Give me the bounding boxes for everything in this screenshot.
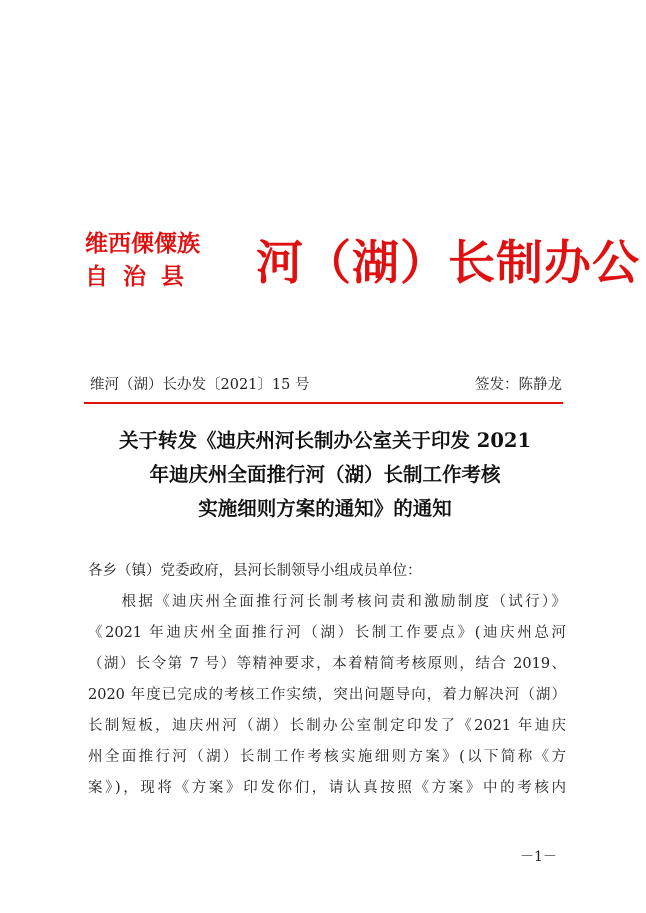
issuer-line-1: 维西傈僳族 — [85, 231, 200, 257]
body-line: 长制短板，迪庆州河（湖）长制办公室制定印发了《2021 年迪庆 — [88, 718, 566, 734]
page-number: －1－ — [520, 849, 557, 865]
issuer-county-name — [85, 228, 200, 294]
body-line: 《2021 年迪庆州全面推行河（湖）长制工作要点》(迪庆州总河 — [88, 625, 566, 641]
body-line: 案》)，现将《方案》印发你们，请认真按照《方案》中的考核内 — [88, 780, 566, 796]
title-line: 关于转发《迪庆州河长制办公室关于印发 2021 — [118, 429, 532, 452]
title-line: 实施细则方案的通知》的通知 — [198, 497, 452, 520]
document-title — [80, 424, 570, 526]
issuer-office-name: 河（湖）长制办公 — [256, 236, 640, 291]
document-body — [88, 556, 566, 804]
body-line: （湖）长令第 7 号）等精神要求，本着精简考核原则，结合 2019、 — [88, 656, 566, 672]
title-line: 年迪庆州全面推行河（湖）长制工作考核 — [149, 463, 501, 486]
salutation: 各乡（镇）党委政府，县河长制领导小组成员单位： — [88, 563, 422, 579]
body-line: 州全面推行河（湖）长制工作考核实施细则方案》(以下简称《方 — [88, 749, 566, 765]
body-line: 2020 年度已完成的考核工作实绩，突出问题导向，着力解决河（湖） — [88, 687, 566, 703]
issuer-line-2: 自治县 — [85, 264, 199, 290]
body-line: 根据《迪庆州全面推行河长制考核问责和激励制度（试行）》 — [88, 594, 566, 610]
red-divider-line — [84, 402, 563, 404]
signer: 签发：陈静龙 — [475, 377, 562, 393]
document-number: 维河（湖）长办发〔2021〕15 号 — [90, 377, 310, 393]
